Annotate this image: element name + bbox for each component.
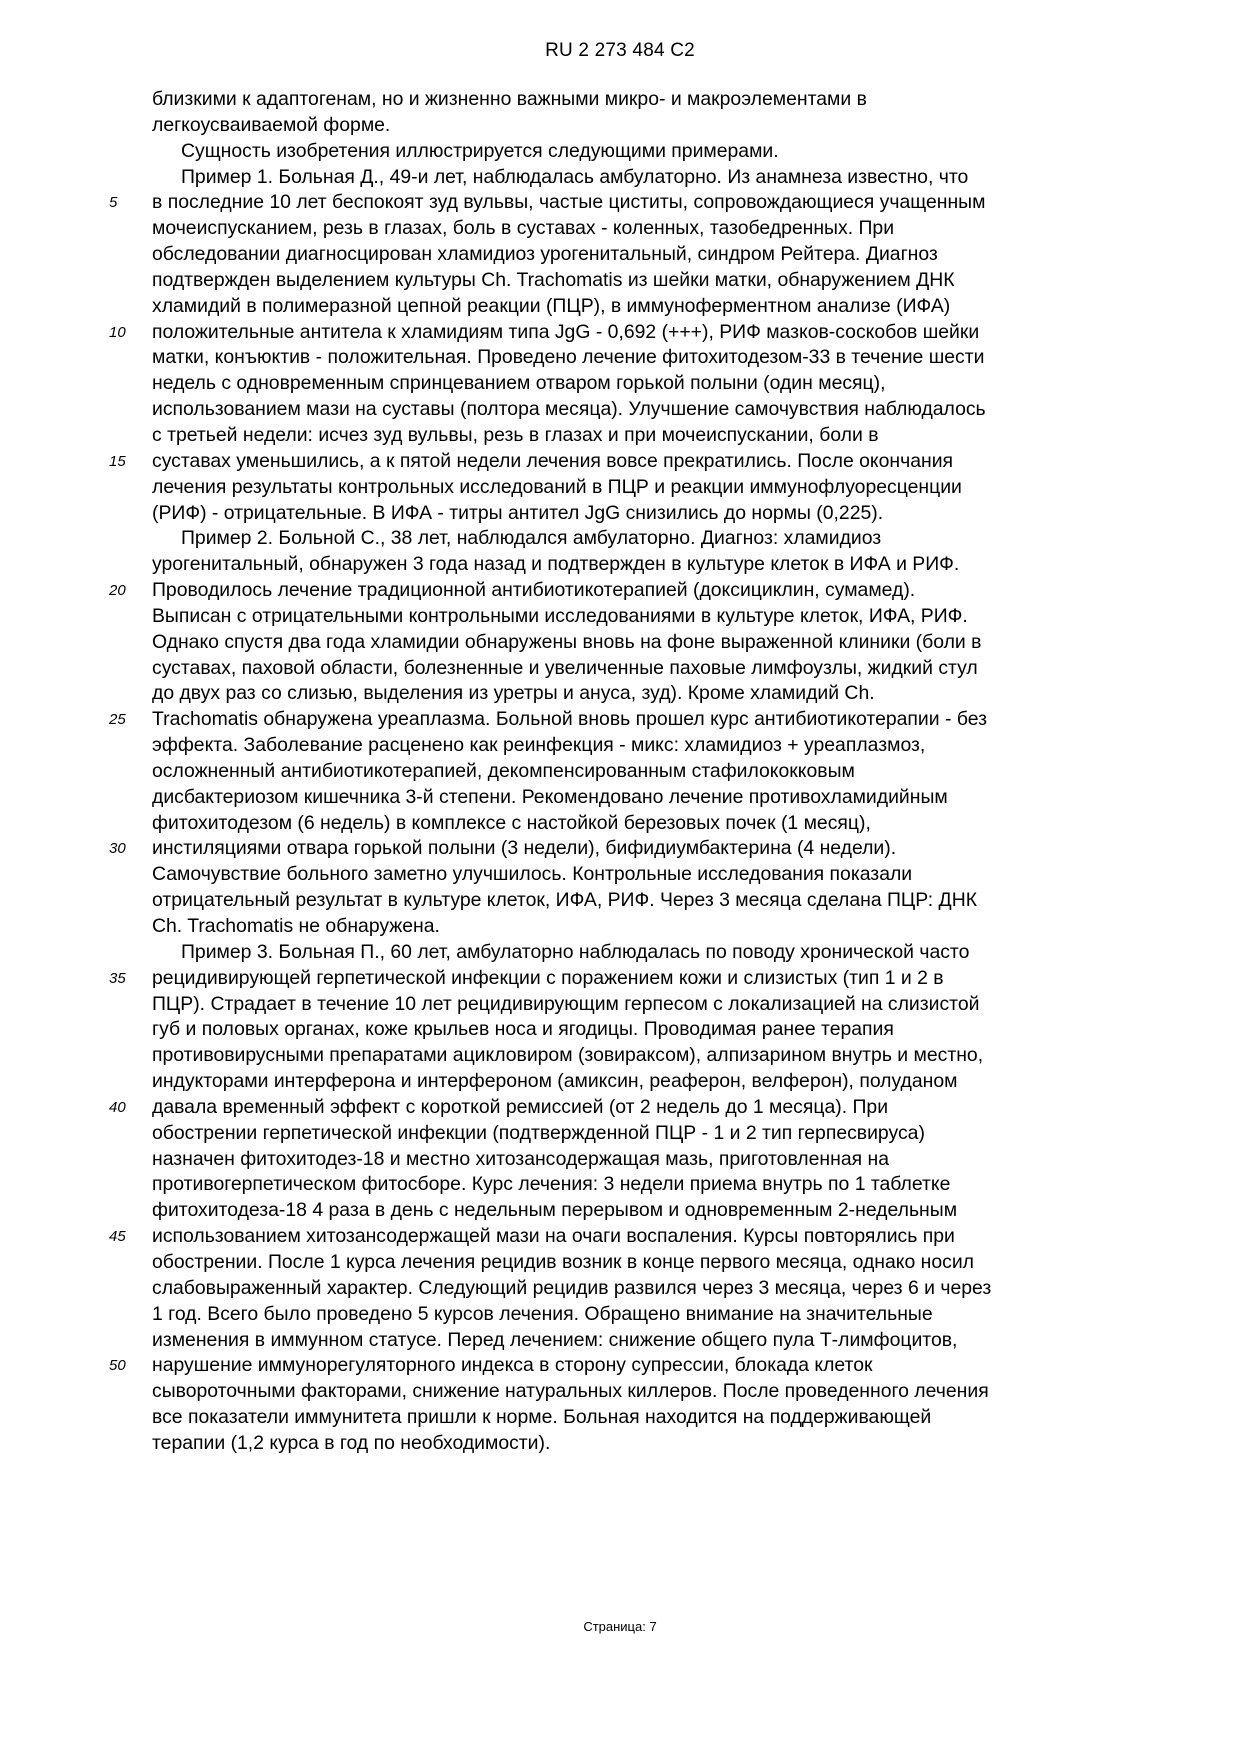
line-text: Однако спустя два года хламидии обнаружены вновь на фоне выраженной клиники (боли в <box>152 630 982 653</box>
text-line <box>0 268 1240 294</box>
line-text: обострении герпетической инфекции (подтвержденной ПЦР - 1 и 2 тип герпесвируса) <box>152 1121 925 1144</box>
text-line <box>0 630 1240 656</box>
text-line <box>0 423 1240 449</box>
line-text: фитохитодезом (6 недель) в комплексе с настойкой березовых почек (1 месяц), <box>152 811 871 834</box>
patent-number-header: RU 2 273 484 C2 <box>545 40 695 61</box>
line-text: губ и половых органах, коже крыльев носа и ягодицы. Проводимая ранее терапия <box>152 1018 894 1041</box>
text-line <box>0 1043 1240 1069</box>
line-number: 35 <box>109 969 126 987</box>
line-text: Самочувствие больного заметно улучшилось. Контрольные исследования показали <box>152 863 913 886</box>
text-line <box>0 578 1240 604</box>
text-line <box>0 165 1240 191</box>
line-text: Пример 1. Больная Д., 49-и лет, наблюдалась амбулаторно. Из анамнеза известно, что <box>181 165 969 188</box>
text-line <box>0 811 1240 837</box>
line-text: противовирусными препаратами ацикловиром (зовираксом), алпизарином внутрь и местно, <box>152 1044 984 1067</box>
line-number: 30 <box>109 840 126 858</box>
text-line <box>0 87 1240 113</box>
line-text: сывороточными факторами, снижение натуральных киллеров. После проведенного лечения <box>152 1380 989 1403</box>
text-line <box>0 785 1240 811</box>
text-line <box>0 914 1240 940</box>
line-number: 25 <box>109 711 126 729</box>
line-text: дисбактериозом кишечника 3-й степени. Рекомендовано лечение противохламидийным <box>152 785 948 808</box>
text-line <box>0 992 1240 1018</box>
line-text: Проводилось лечение традиционной антибиотикотерапией (доксициклин, сумамед). <box>152 579 916 602</box>
line-text: отрицательный результат в культуре клеток, ИФА, РИФ. Через 3 месяца сделана ПЦР: ДНК <box>152 889 977 912</box>
text-line <box>0 1224 1240 1250</box>
text-line <box>0 1431 1240 1457</box>
text-line <box>0 190 1240 216</box>
text-line <box>0 1172 1240 1198</box>
line-text: назначен фитохитодез-18 и местно хитозансодержащая мазь, приготовленная на <box>152 1147 889 1170</box>
line-text: близкими к адаптогенам, но и жизненно важными микро- и макроэлементами в <box>152 88 867 110</box>
text-line <box>0 294 1240 320</box>
line-text: с третьей недели: исчез зуд вульвы, резь в глазах и при мочеиспускании, боли в <box>152 423 879 446</box>
line-text: ПЦР). Страдает в течение 10 лет рецидивирующим герпесом с локализацией на слизистой <box>152 992 980 1015</box>
text-line <box>0 397 1240 423</box>
line-text: подтвержден выделением культуры Ch. Trachomatis из шейки матки, обнаружением ДНК <box>152 268 955 291</box>
line-text: урогенитальный, обнаружен 3 года назад и подтвержден в культуре клеток в ИФА и РИФ. <box>152 553 960 576</box>
line-text: обследовании диагносцирован хламидиоз урогенитальный, синдром Рейтера. Диагноз <box>152 243 938 266</box>
line-text: противогерпетическом фитосборе. Курс лечения: 3 недели приема внутрь по 1 таблетке <box>152 1173 951 1196</box>
text-line <box>0 940 1240 966</box>
text-line <box>0 1069 1240 1095</box>
line-number: 20 <box>109 582 126 600</box>
line-text: матки, конъюктив - положительная. Проведено лечение фитохитодезом-33 в течение шести <box>152 346 985 369</box>
line-text: слабовыраженный характер. Следующий рецидив развился через 3 месяца, через 6 и через <box>152 1276 992 1299</box>
line-text: Ch. Trachomatis не обнаружена. <box>152 915 440 937</box>
line-text: Сущность изобретения иллюстрируется следующими примерами. <box>181 139 779 162</box>
line-number: 15 <box>109 452 126 470</box>
line-text: суставах уменьшились, а к пятой недели лечения вовсе прекратились. После окончания <box>152 449 954 472</box>
line-text: суставах, паховой области, болезненные и увеличенные паховые лимфоузлы, жидкий стул <box>152 656 978 679</box>
line-number: 5 <box>109 194 118 212</box>
text-line <box>0 733 1240 759</box>
line-text: все показатели иммунитета пришли к норме. Больная находится на поддерживающей <box>152 1406 932 1429</box>
line-text: 1 год. Всего было проведено 5 курсов лечения. Обращено внимание на значительные <box>152 1302 933 1325</box>
line-text: изменения в иммунном статусе. Перед лечением: снижение общего пула Т-лимфоцитов, <box>152 1328 958 1351</box>
text-line <box>0 862 1240 888</box>
line-text: индукторами интерферона и интерфероном (амиксин, реаферон, велферон), полуданом <box>152 1070 958 1093</box>
text-line <box>0 1405 1240 1431</box>
text-line <box>0 320 1240 346</box>
text-line <box>0 526 1240 552</box>
text-line <box>0 1302 1240 1328</box>
line-number: 45 <box>109 1228 126 1246</box>
text-line <box>0 604 1240 630</box>
text-line <box>0 966 1240 992</box>
line-text: до двух раз со слизью, выделения из уретры и ануса, зуд). Кроме хламидий Ch. <box>152 682 875 705</box>
text-line <box>0 501 1240 527</box>
line-number: 40 <box>109 1098 126 1116</box>
line-text: обострении. После 1 курса лечения рецидив возник в конце первого месяца, однако носил <box>152 1250 974 1273</box>
line-text: Выписан с отрицательными контрольными исследованиями в культуре клеток, ИФА, РИФ. <box>152 604 968 627</box>
text-line <box>0 371 1240 397</box>
line-text: осложненный антибиотикотерапией, декомпенсированным стафилококковым <box>152 759 855 782</box>
line-text: легкоусваиваемой форме. <box>152 113 391 136</box>
line-text: рецидивирующей герпетической инфекции с поражением кожи и слизистых (тип 1 и 2 в <box>152 966 944 989</box>
line-text: давала временный эффект с короткой ремиссией (от 2 недель до 1 месяца). При <box>152 1095 889 1118</box>
line-text: недель с одновременным спринцеванием отваром горькой полыни (один месяц), <box>152 372 886 395</box>
text-line <box>0 139 1240 165</box>
line-text: Trachomatis обнаружена уреаплазма. Больной вновь прошел курс антибиотикотерапии - без <box>152 708 987 731</box>
text-line <box>0 1379 1240 1405</box>
text-line <box>0 656 1240 682</box>
text-line <box>0 888 1240 914</box>
line-text: положительные антитела к хламидиям типа JgG - 0,692 (+++), РИФ мазков-соскобов шейки <box>152 320 980 343</box>
text-line <box>0 216 1240 242</box>
line-text: лечения результаты контрольных исследований в ПЦР и реакции иммунофлуоресценции <box>152 475 962 498</box>
line-number: 50 <box>109 1357 126 1375</box>
line-text: инстиляциями отвара горькой полыни (3 недели), бифидиумбактерина (4 недели). <box>152 837 897 860</box>
line-number: 10 <box>109 323 126 341</box>
line-text: Пример 3. Больная П., 60 лет, амбулаторно наблюдалась по поводу хронической часто <box>181 940 970 963</box>
line-text: в последние 10 лет беспокоят зуд вульвы, частые циститы, сопровождающиеся учащенным <box>152 191 986 214</box>
text-line <box>0 1147 1240 1173</box>
page-number-footer: Страница: 7 <box>583 1619 657 1634</box>
text-line <box>0 552 1240 578</box>
text-line <box>0 1017 1240 1043</box>
text-line <box>0 1276 1240 1302</box>
text-line <box>0 836 1240 862</box>
text-line <box>0 1095 1240 1121</box>
line-text: хламидий в полимеразной цепной реакции (ПЦР), в иммуноферментном анализе (ИФА) <box>152 294 951 317</box>
line-text: Пример 2. Больной С., 38 лет, наблюдался амбулаторно. Диагноз: хламидиоз <box>181 527 882 550</box>
line-text: терапии (1,2 курса в год по необходимости). <box>152 1431 551 1454</box>
text-line <box>0 1198 1240 1224</box>
text-line <box>0 707 1240 733</box>
text-line <box>0 1121 1240 1147</box>
text-line <box>0 1328 1240 1354</box>
text-line <box>0 113 1240 139</box>
text-line <box>0 1353 1240 1379</box>
line-text: эффекта. Заболевание расценено как реинфекция - микс: хламидиоз + уреаплазмоз, <box>152 734 926 757</box>
line-text: использованием мази на суставы (полтора месяца). Улучшение самочувствия наблюдалось <box>152 398 986 421</box>
text-line <box>0 242 1240 268</box>
line-text: нарушение иммунорегуляторного индекса в сторону супрессии, блокада клеток <box>152 1354 873 1377</box>
document-body <box>0 87 1240 1457</box>
text-line <box>0 681 1240 707</box>
line-text: мочеиспусканием, резь в глазах, боль в суставах - коленных, тазобедренных. При <box>152 217 895 240</box>
text-line <box>0 345 1240 371</box>
text-line <box>0 759 1240 785</box>
line-text: использованием хитозансодержащей мази на очаги воспаления. Курсы повторялись при <box>152 1225 955 1248</box>
line-text: (РИФ) - отрицательные. В ИФА - титры антител JgG снизились до нормы (0,225). <box>152 501 884 524</box>
text-line <box>0 475 1240 501</box>
text-line <box>0 1250 1240 1276</box>
text-line <box>0 449 1240 475</box>
line-text: фитохитодеза-18 4 раза в день с недельным перерывом и одновременным 2-недельным <box>152 1199 958 1222</box>
